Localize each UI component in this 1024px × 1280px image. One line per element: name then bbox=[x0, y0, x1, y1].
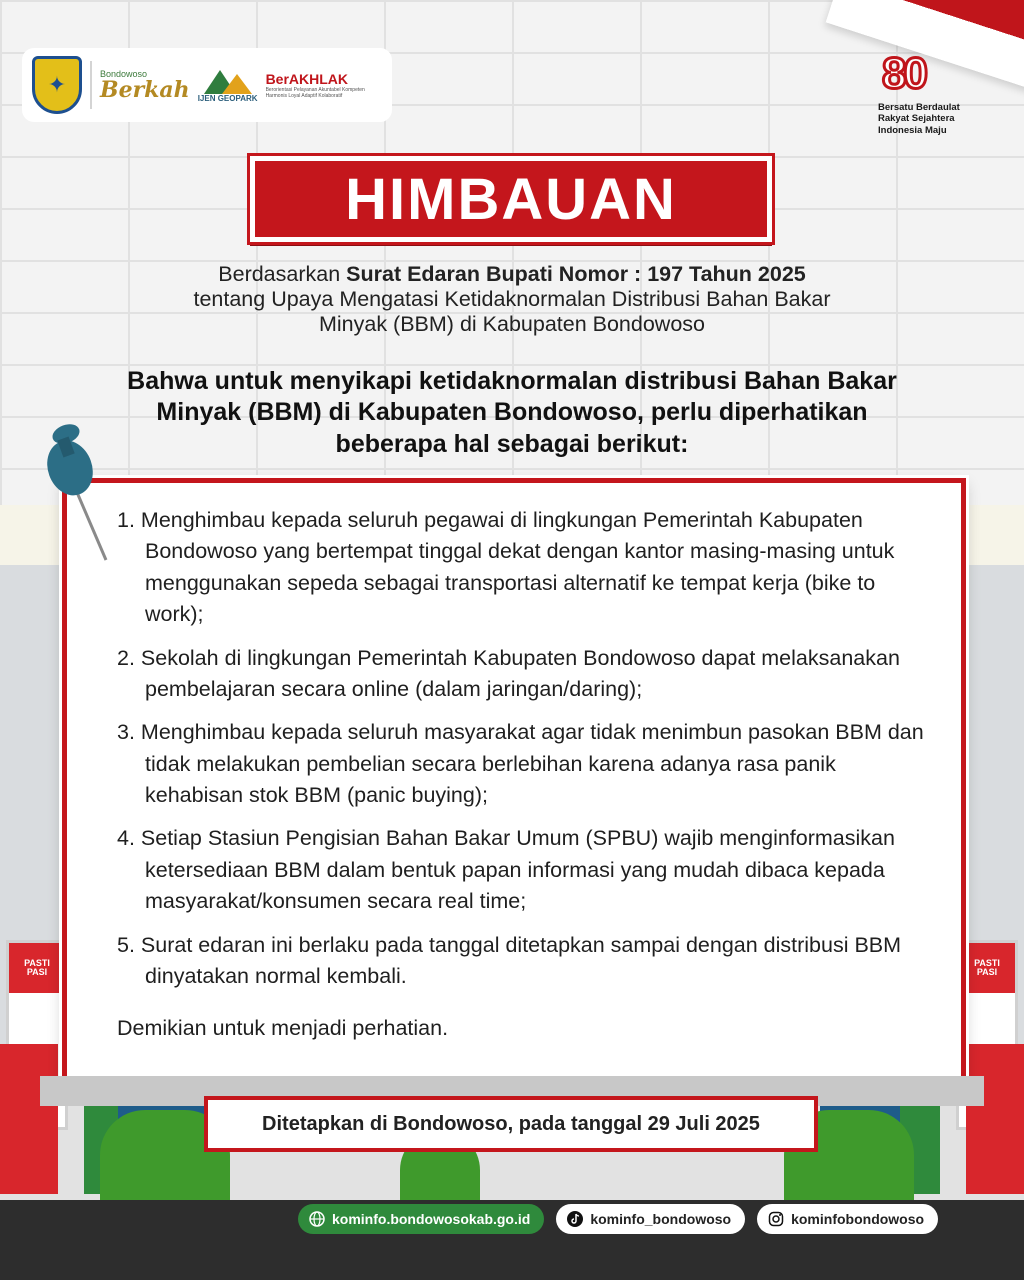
website-link[interactable]: kominfo.bondowosokab.go.id bbox=[298, 1204, 544, 1234]
closing-text: Demikian untuk menjadi perhatian. bbox=[117, 1016, 449, 1041]
lead-text: Bahwa untuk menyikapi ketidaknormalan distribusi Bahan Bakar Minyak (BBM) di Kabupaten Bondowoso, perlu diperhatikan beberapa hal sebagai berikut: bbox=[127, 367, 897, 458]
push-pin-icon bbox=[36, 420, 126, 570]
bondowoso-crest-logo: ✦ bbox=[32, 56, 82, 114]
list-item: 5. Surat edaran ini berlaku pada tanggal ditetapkan sampai dengan distribusi BBM dinyatakan normal kembali. bbox=[117, 932, 902, 988]
date-banner bbox=[204, 1096, 818, 1152]
title-banner bbox=[250, 156, 772, 242]
list-item: 2. Sekolah di lingkungan Pemerintah Kabupaten Bondowoso dapat melaksanakan pembelajaran secara online (dalam jaringan/daring); bbox=[117, 645, 900, 701]
notice-list bbox=[117, 505, 937, 992]
instagram-icon bbox=[767, 1210, 785, 1228]
instagram-link[interactable]: kominfobondowoso bbox=[757, 1204, 938, 1234]
logo-bar bbox=[22, 48, 392, 122]
pillar-left bbox=[0, 1044, 58, 1194]
logo-divider bbox=[90, 61, 92, 109]
tiktok-icon bbox=[566, 1210, 584, 1228]
ijen-geopark-logo: IJEN GEOPARK bbox=[198, 68, 258, 103]
anniversary-tagline: Bersatu Berdaulat Rakyat Sejahtera Indonesia Maju bbox=[878, 102, 960, 136]
list-item: 1. Menghimbau kepada seluruh pegawai di lingkungan Pemerintah Kabupaten Bondowoso yang bertempat tinggal dekat dengan kantor masing-masing untuk menggunakan sepeda sebagai transportasi alternatif ke tempat kerja (bike to work); bbox=[117, 508, 895, 627]
list-item: 3. Menghimbau kepada seluruh masyarakat agar tidak menimbun pasokan BBM dan tidak melakukan pembelian secara berlebihan karena adanya rasa panik kehabisan stok BBM (panic buying); bbox=[117, 720, 924, 807]
tiktok-link[interactable]: kominfo_bondowoso bbox=[556, 1204, 745, 1234]
notice-card bbox=[62, 478, 966, 1082]
anniversary-logo: 80 Bersatu Berdaulat Rakyat Sejahtera Indonesia Maju bbox=[878, 49, 960, 136]
date-text: Ditetapkan di Bondowoso, pada tanggal 29 Juli 2025 bbox=[262, 1112, 760, 1135]
mountain-icon bbox=[200, 68, 256, 94]
globe-icon bbox=[308, 1210, 326, 1228]
list-item: 4. Setiap Stasiun Pengisian Bahan Bakar Umum (SPBU) wajib menginformasikan ketersediaan BBM dalam bentuk papan informasi yang mudah dibaca kepada masyarakat/konsumen secara real time; bbox=[117, 826, 895, 914]
pillar-right bbox=[966, 1044, 1024, 1194]
page-title: HIMBAUAN bbox=[345, 166, 677, 232]
footer-links bbox=[298, 1204, 938, 1234]
intro-text: Berdasarkan Surat Edaran Bupati Nomor : 197 Tahun 2025 tentang Upaya Mengatasi Ketidaknormalan Distribusi Bahan Bakar Minyak (BBM) di Kabupaten Bondowoso bbox=[193, 262, 831, 337]
berkah-logo: Bondowoso Berkah bbox=[100, 68, 190, 103]
berakhlak-logo: BerAKHLAK Berorientasi Pelayanan Akuntabel Kompeten Harmonis Loyal Adaptif Kolaboratif bbox=[265, 71, 365, 99]
fuel-pump-left: PASTI PASI bbox=[6, 940, 68, 1130]
fuel-pump-right: PASTI PASI bbox=[956, 940, 1018, 1130]
